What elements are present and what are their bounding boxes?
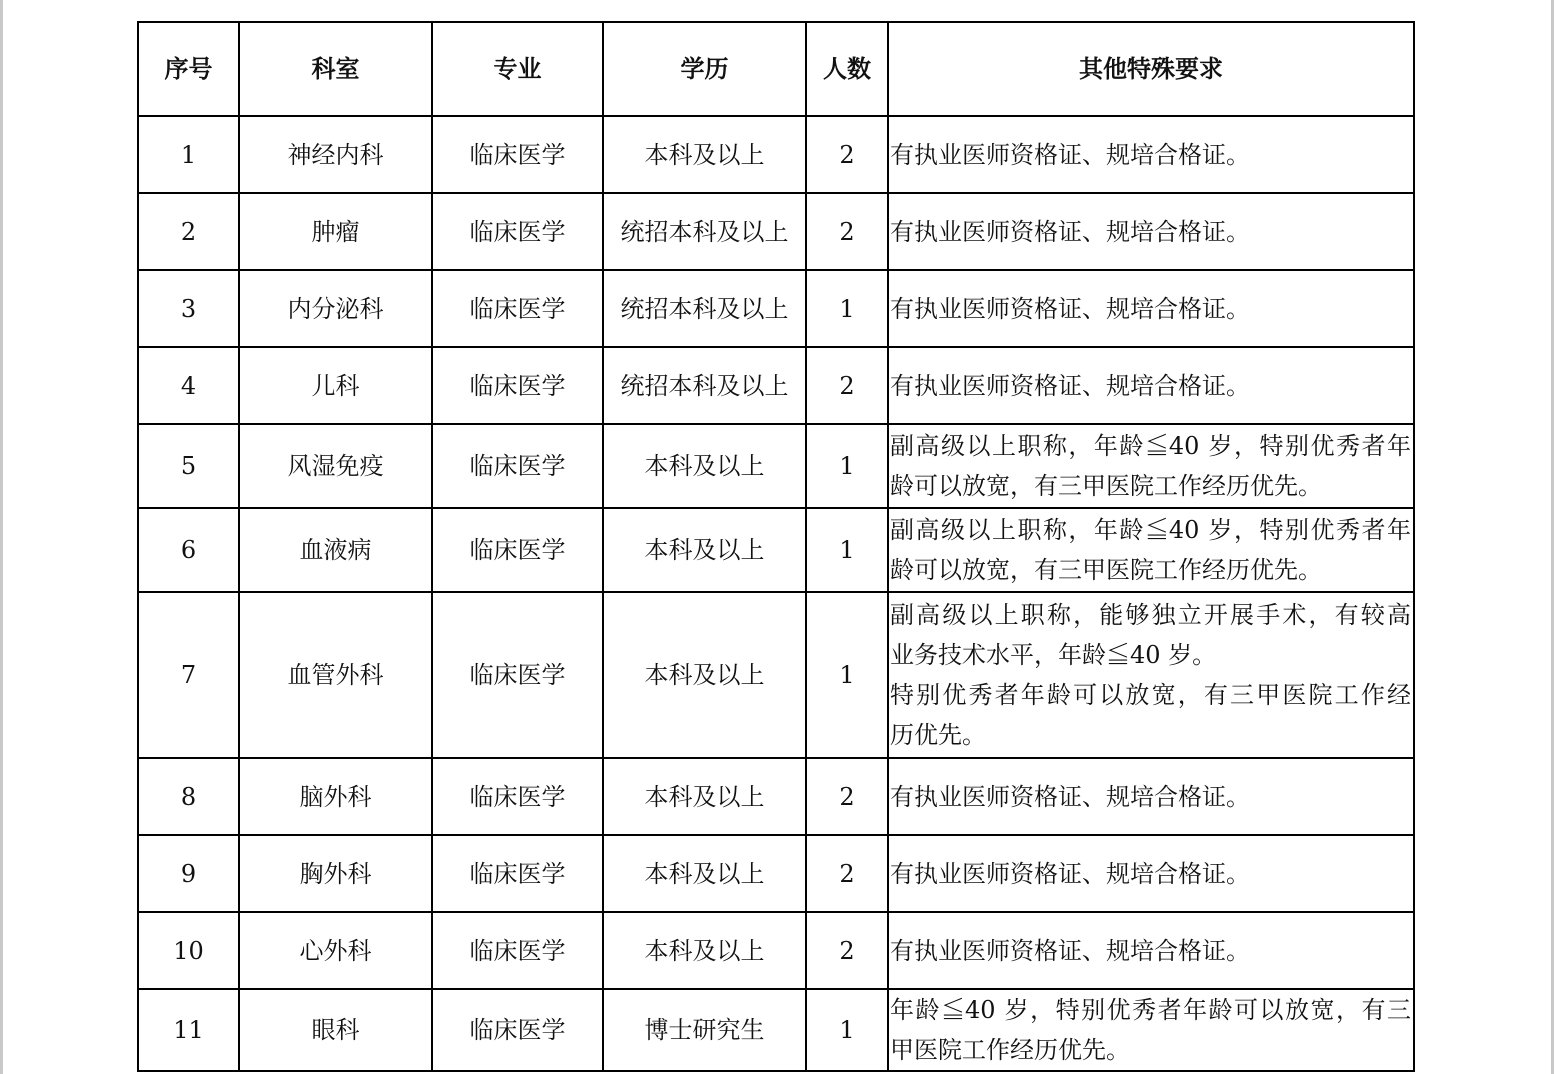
cell-special-requirements [888,592,1414,758]
header-education: 学历 [603,22,806,116]
cell-department: 心外科 [239,912,432,989]
cell-major: 临床医学 [432,989,603,1071]
cell-serial-number: 5 [138,424,239,508]
cell-headcount: 1 [806,989,888,1071]
requirement-line: 年龄≦40 岁，特别优秀者年龄可以放宽，有三 [890,996,1411,1024]
table-row [138,835,1414,912]
requirement-line: 有执业医师资格证、规培合格证。 [890,782,1250,811]
requirement-line: 有执业医师资格证、规培合格证。 [890,294,1250,323]
cell-special-requirements [888,424,1414,508]
header-special-requirements: 其他特殊要求 [888,22,1414,116]
cell-serial-number: 6 [138,508,239,592]
cell-department: 眼科 [239,989,432,1071]
cell-education: 本科及以上 [603,508,806,592]
cell-major: 临床医学 [432,193,603,270]
requirement-line: 龄可以放宽，有三甲医院工作经历优先。 [890,472,1322,500]
cell-education: 本科及以上 [603,116,806,193]
cell-serial-number: 4 [138,347,239,424]
table-row [138,592,1414,758]
requirement-line: 有执业医师资格证、规培合格证。 [890,217,1250,246]
header-headcount: 人数 [806,22,888,116]
cell-education: 本科及以上 [603,592,806,758]
recruitment-table [137,21,1415,1072]
cell-education: 本科及以上 [603,424,806,508]
cell-serial-number: 7 [138,592,239,758]
cell-education: 博士研究生 [603,989,806,1071]
cell-major: 临床医学 [432,835,603,912]
cell-headcount: 2 [806,193,888,270]
cell-headcount: 1 [806,592,888,758]
cell-headcount: 2 [806,347,888,424]
requirement-line: 副高级以上职称，年龄≦40 岁，特别优秀者年 [890,516,1411,544]
cell-serial-number: 11 [138,989,239,1071]
cell-department: 脑外科 [239,758,432,835]
cell-headcount: 2 [806,758,888,835]
requirement-line: 有执业医师资格证、规培合格证。 [890,371,1250,400]
cell-special-requirements [888,347,1414,424]
cell-headcount: 1 [806,508,888,592]
cell-special-requirements [888,193,1414,270]
table-row [138,989,1414,1071]
requirement-line: 业务技术水平，年龄≦40 岁。 [890,641,1217,669]
requirement-line: 龄可以放宽，有三甲医院工作经历优先。 [890,556,1322,584]
cell-education: 统招本科及以上 [603,347,806,424]
cell-department: 胸外科 [239,835,432,912]
table-header-row [138,22,1414,116]
cell-serial-number: 10 [138,912,239,989]
cell-major: 临床医学 [432,424,603,508]
cell-headcount: 1 [806,424,888,508]
table-row [138,424,1414,508]
requirement-line: 副高级以上职称，能够独立开展手术，有较高 [890,601,1411,629]
header-major: 专业 [432,22,603,116]
cell-special-requirements [888,989,1414,1071]
cell-headcount: 2 [806,116,888,193]
cell-department: 风湿免疫 [239,424,432,508]
cell-education: 统招本科及以上 [603,193,806,270]
cell-department: 内分泌科 [239,270,432,347]
cell-major: 临床医学 [432,912,603,989]
cell-department: 神经内科 [239,116,432,193]
cell-major: 临床医学 [432,116,603,193]
cell-special-requirements [888,270,1414,347]
header-serial-number: 序号 [138,22,239,116]
header-department: 科室 [239,22,432,116]
cell-education: 本科及以上 [603,758,806,835]
requirement-line: 副高级以上职称，年龄≦40 岁，特别优秀者年 [890,432,1411,460]
cell-major: 临床医学 [432,592,603,758]
requirement-line: 特别优秀者年龄可以放宽，有三甲医院工作经 [890,681,1411,709]
cell-special-requirements [888,912,1414,989]
cell-department: 血管外科 [239,592,432,758]
table-row [138,912,1414,989]
cell-major: 临床医学 [432,508,603,592]
cell-education: 本科及以上 [603,835,806,912]
cell-special-requirements [888,116,1414,193]
requirement-line: 有执业医师资格证、规培合格证。 [890,140,1250,169]
table-row [138,193,1414,270]
cell-education: 统招本科及以上 [603,270,806,347]
cell-headcount: 2 [806,835,888,912]
table-row [138,270,1414,347]
page-edge-left [0,0,3,1074]
cell-department: 肿瘤 [239,193,432,270]
cell-department: 血液病 [239,508,432,592]
cell-special-requirements [888,508,1414,592]
cell-serial-number: 1 [138,116,239,193]
cell-serial-number: 8 [138,758,239,835]
table-row [138,347,1414,424]
cell-special-requirements [888,758,1414,835]
requirement-line: 历优先。 [890,721,986,749]
cell-special-requirements [888,835,1414,912]
cell-serial-number: 3 [138,270,239,347]
table-row [138,758,1414,835]
cell-headcount: 1 [806,270,888,347]
requirement-line: 有执业医师资格证、规培合格证。 [890,936,1250,965]
cell-major: 临床医学 [432,270,603,347]
cell-serial-number: 9 [138,835,239,912]
table-row [138,116,1414,193]
cell-major: 临床医学 [432,347,603,424]
requirement-line: 有执业医师资格证、规培合格证。 [890,859,1250,888]
requirement-line: 甲医院工作经历优先。 [890,1036,1130,1064]
cell-education: 本科及以上 [603,912,806,989]
cell-headcount: 2 [806,912,888,989]
cell-major: 临床医学 [432,758,603,835]
cell-department: 儿科 [239,347,432,424]
table-row [138,508,1414,592]
cell-serial-number: 2 [138,193,239,270]
